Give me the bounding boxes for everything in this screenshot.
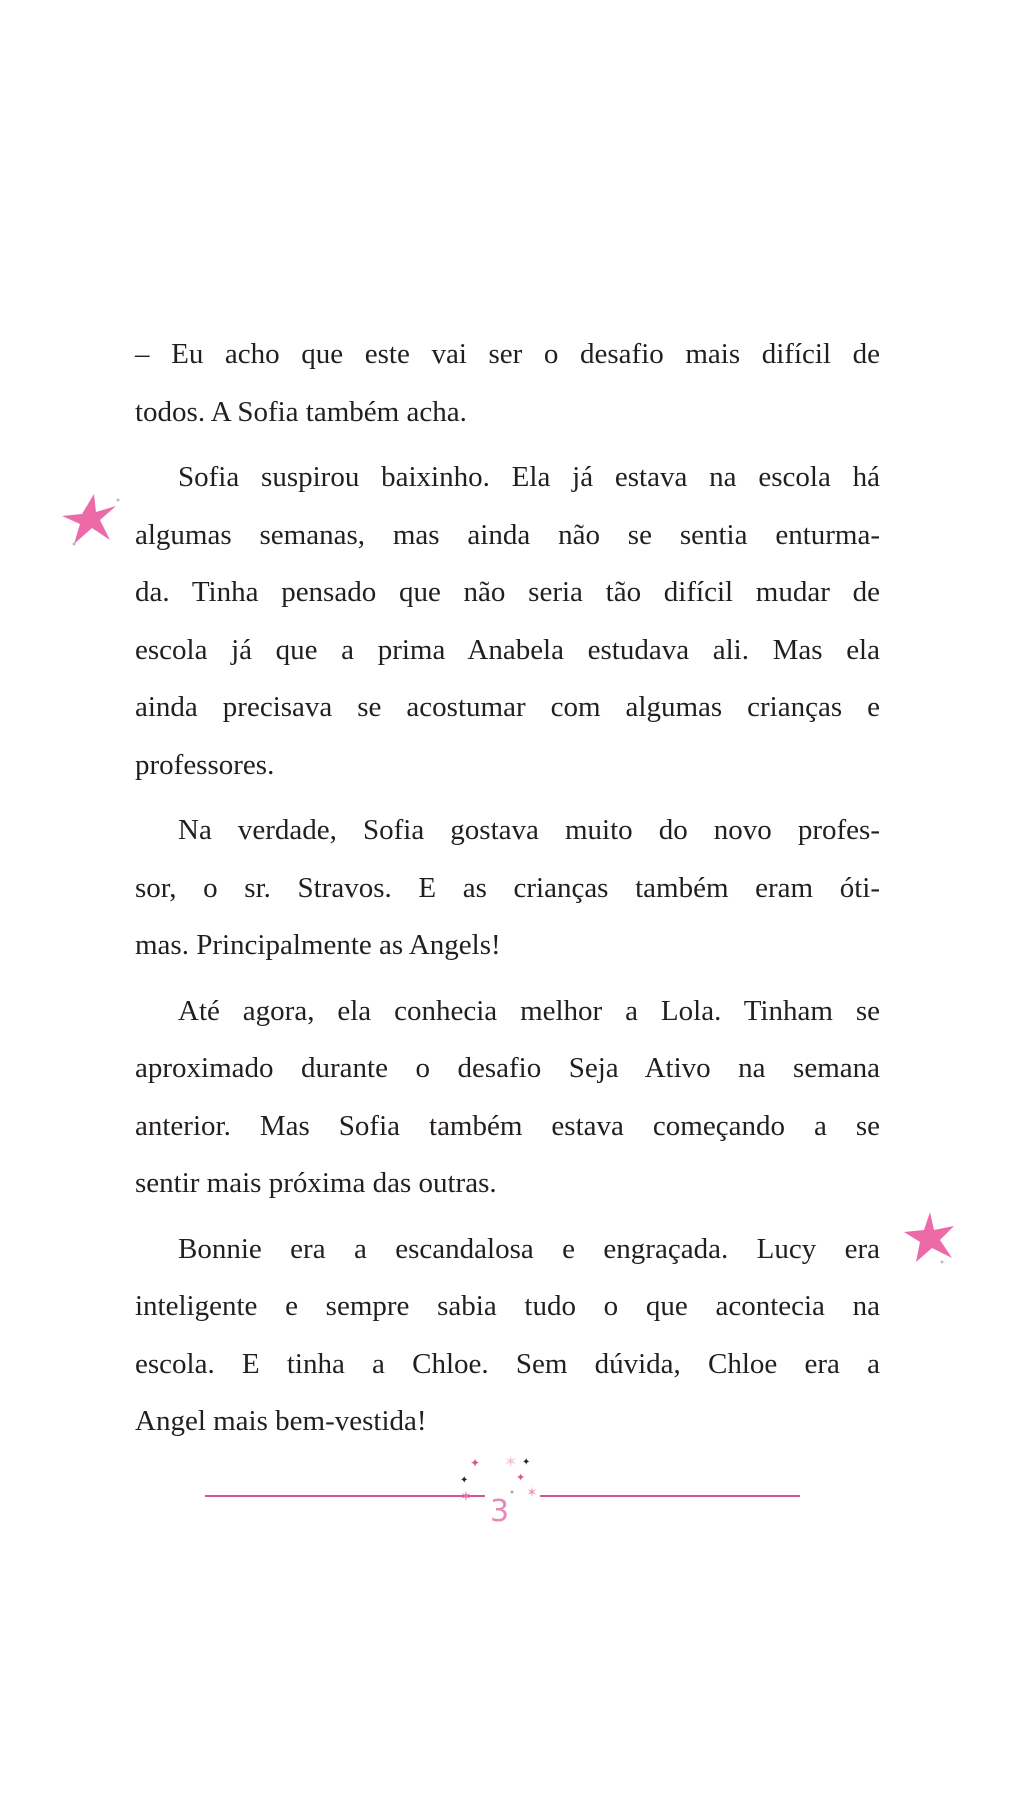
text-line: inteligente e sempre sabia tudo o que acontecia na [135, 1290, 880, 1322]
text-line: professores. [135, 748, 275, 781]
text-line: – Eu acho que este vai ser o desafio mais difícil de [135, 338, 880, 370]
svg-text:✶: ✶ [460, 1490, 472, 1505]
text-line: sor, o sr. Stravos. E as crianças também eram óti- [135, 871, 880, 904]
text-line: Sofia suspirou baixinho. Ela já estava na escola há [178, 461, 880, 493]
text-line: algumas semanas, mas ainda não se sentia enturma- [135, 518, 880, 551]
text-line: da. Tinha pensado que não seria tão difícil mudar de [135, 576, 880, 608]
text-line: mas. Principalmente as Angels! [135, 929, 501, 961]
paragraph [135, 1221, 880, 1451]
paragraph [135, 326, 880, 441]
body-text [135, 326, 880, 1459]
footer-rule-left [205, 1495, 485, 1497]
svg-text:✶: ✶ [526, 1486, 538, 1501]
page-number: 3 [490, 1494, 510, 1529]
star-icon [902, 1210, 962, 1265]
footer-rule-right [540, 1495, 800, 1497]
paragraph [135, 449, 880, 794]
svg-text:✶: ✶ [504, 1455, 518, 1471]
svg-text:✦: ✦ [470, 1456, 481, 1470]
text-line: ainda precisava se acostumar com algumas crianças e [135, 691, 880, 723]
svg-text:✦: ✦ [522, 1457, 531, 1468]
text-line: Até agora, ela conhecia melhor a Lola. Tinham se [178, 994, 880, 1027]
text-line: Na verdade, Sofia gostava muito do novo profes- [178, 814, 880, 846]
star-icon [60, 492, 120, 547]
svg-text:✦: ✦ [460, 1475, 469, 1486]
text-line: escola já que a prima Anabela estudava ali. Mas ela [135, 633, 880, 666]
paragraph [135, 983, 880, 1213]
text-line: anterior. Mas Sofia também estava começando a se [135, 1109, 880, 1142]
paragraph [135, 802, 880, 975]
svg-text:✦: ✦ [516, 1472, 526, 1484]
text-line: aproximado durante o desafio Seja Ativo na semana [135, 1052, 880, 1084]
text-line: sentir mais próxima das outras. [135, 1167, 497, 1199]
text-line: Angel mais bem-vestida! [135, 1405, 427, 1437]
text-line: escola. E tinha a Chloe. Sem dúvida, Chloe era a [135, 1347, 880, 1380]
text-line: todos. A Sofia também acha. [135, 395, 467, 428]
text-line: Bonnie era a escandalosa e engraçada. Lucy era [178, 1232, 880, 1265]
